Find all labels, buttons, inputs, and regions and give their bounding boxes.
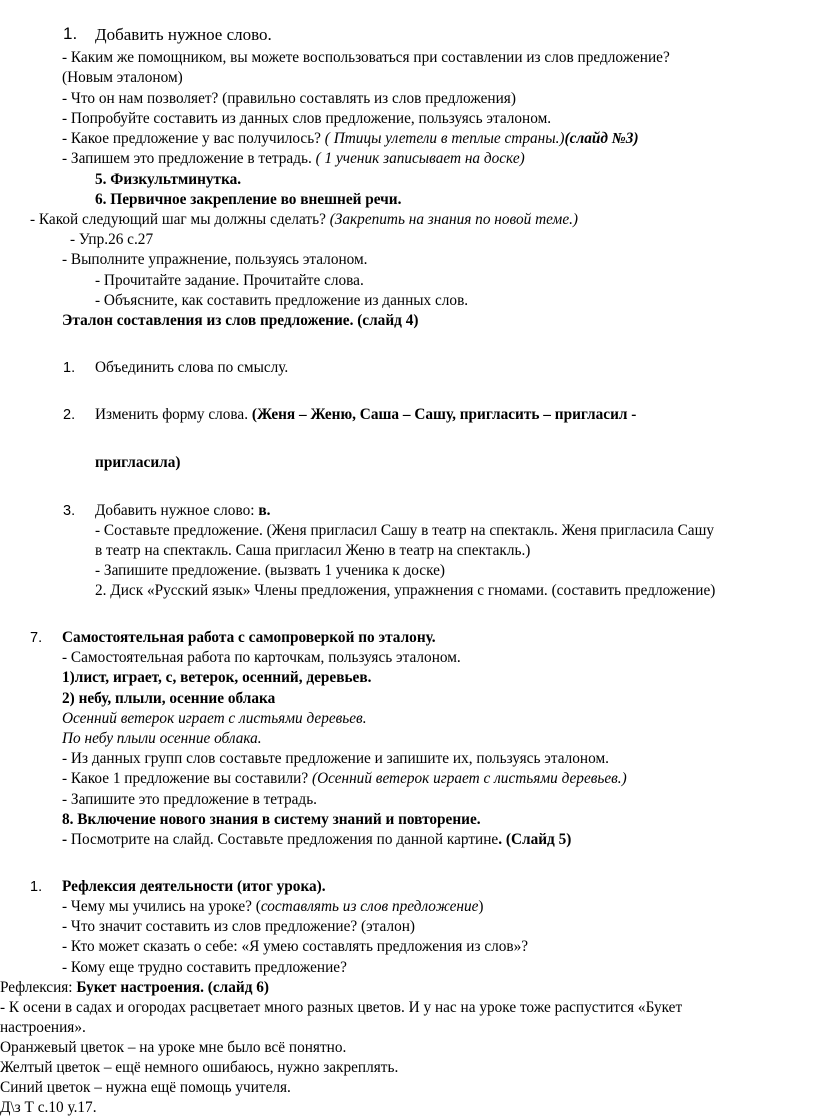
text-line: - Что он нам позволяет? (правильно составлять из слов предложения) bbox=[62, 90, 516, 107]
text-line bbox=[0, 978, 269, 998]
section-heading: Рефлексия деятельности (итог урока). bbox=[62, 878, 326, 895]
text-line: - Попробуйте составить из данных слов предложение, пользуясь эталоном. bbox=[62, 110, 552, 127]
text-line bbox=[62, 769, 627, 789]
text-italic: составлять из слов предложение bbox=[260, 898, 479, 915]
text-line: - Самостоятельная работа по карточкам, пользуясь эталоном. bbox=[62, 649, 461, 666]
text-line: Оранжевый цветок – на уроке мне было всё понятно. bbox=[0, 1039, 347, 1056]
text-line: 1)лист, играет, с, ветерок, осенний, деревьев. bbox=[62, 669, 372, 686]
list-number: 1. bbox=[30, 879, 43, 895]
text-line: По небу плыли осенние облака. bbox=[62, 730, 262, 747]
text-italic: (Осенний ветерок играет с листьями деревьев.) bbox=[311, 770, 627, 787]
text-part: - Запишем это предложение в тетрадь. bbox=[62, 150, 316, 167]
list-number: 7. bbox=[30, 630, 43, 646]
text-part: - bbox=[62, 831, 71, 848]
text-line: Синий цветок – нужна ещё помощь учителя. bbox=[0, 1079, 291, 1096]
text-line: 2. Диск «Русский язык» Члены предложения, упражнения с гномами. (составить предложение) bbox=[95, 582, 716, 599]
text-line bbox=[62, 149, 525, 169]
text-line: - Прочитайте задание. Прочитайте слова. bbox=[95, 272, 364, 289]
text-line bbox=[62, 129, 639, 149]
text-line: Объединить слова по смыслу. bbox=[95, 359, 289, 376]
text-line: - Запишите предложение. (вызвать 1 ученика к доске) bbox=[95, 562, 445, 579]
list-number: 1. bbox=[63, 24, 78, 43]
text-part: ) bbox=[478, 898, 484, 915]
section-heading: 5. Физкультминутка. bbox=[95, 171, 242, 188]
text-line: - Кто может сказать о себе: «Я умею составлять предложения из слов»? bbox=[62, 938, 529, 955]
section-heading: 8. Включение нового знания в систему знаний и повторение. bbox=[62, 811, 481, 828]
homework-line: Д\з Т с.10 у.17. bbox=[0, 1099, 97, 1116]
etalon-heading: Эталон составления из слов предложение. (слайд 4) bbox=[62, 312, 419, 329]
list-number: 3. bbox=[63, 503, 76, 519]
text-line: (Новым эталоном) bbox=[62, 69, 183, 86]
text-bold: в. bbox=[258, 502, 271, 519]
text-line: - Что значит составить из слов предложение? (эталон) bbox=[62, 918, 416, 935]
list-number: 2. bbox=[63, 407, 76, 423]
text-line bbox=[30, 210, 578, 230]
item-title: Добавить нужное слово. bbox=[95, 25, 272, 44]
text-line: пригласила) bbox=[95, 454, 181, 471]
text-line: - К осени в садах и огородах расцветает много разных цветов. И у нас на уроке тоже распустится «Букет bbox=[0, 999, 683, 1016]
text-part: - Какое предложение у вас получилось? bbox=[62, 130, 325, 147]
text-part: Добавить нужное слово: bbox=[95, 502, 259, 519]
text-italic: ( Птицы улетели в теплые страны.) bbox=[324, 130, 565, 147]
text-italic: ( 1 ученик записывает на доске) bbox=[315, 150, 525, 167]
text-line: в театр на спектакль. Саша пригласил Женю в театр на спектакль.) bbox=[95, 542, 531, 559]
text-part: - Чему мы учились на уроке? ( bbox=[62, 898, 261, 915]
text-part: - Какое 1 предложение вы составили? bbox=[62, 770, 312, 787]
text-bold: Букет настроения. (слайд 6) bbox=[76, 979, 269, 996]
text-line: - Кому еще трудно составить предложение? bbox=[62, 959, 347, 976]
slide-ref: . (Слайд 5) bbox=[498, 831, 572, 848]
text-line bbox=[62, 830, 571, 850]
text-line: - Составьте предложение. (Женя пригласил Сашу в театр на спектакль. Женя пригласила Сашу bbox=[95, 522, 715, 539]
text-line bbox=[62, 897, 484, 917]
text-part: Изменить форму слова. bbox=[95, 406, 252, 423]
text-part: - Какой следующий шаг мы должны сделать? bbox=[30, 211, 330, 228]
text-line: Желтый цветок – ещё немного ошибаюсь, нужно закреплять. bbox=[0, 1059, 399, 1076]
text-line: - Каким же помощником, вы можете воспользоваться при составлении из слов предложение? bbox=[62, 49, 670, 66]
text-bold: (Женя – Женю, Саша – Сашу, пригласить – пригласил - bbox=[251, 406, 637, 423]
slide-ref: (слайд №3) bbox=[564, 130, 639, 147]
text-line bbox=[95, 501, 270, 521]
text-italic: (Закрепить на знания по новой теме.) bbox=[329, 211, 579, 228]
list-number: 1. bbox=[63, 360, 76, 376]
text-line: Осенний ветерок играет с листьями деревьев. bbox=[62, 710, 367, 727]
text-part: Рефлексия: bbox=[0, 979, 77, 996]
text-line bbox=[95, 405, 636, 425]
section-heading: 6. Первичное закрепление во внешней речи. bbox=[95, 191, 402, 208]
text-line: - Упр.26 с.27 bbox=[70, 231, 154, 248]
text-part: Посмотрите на слайд. Составьте предложения по данной картине bbox=[70, 831, 499, 848]
text-line: настроения». bbox=[0, 1019, 86, 1036]
text-line: 2) небу, плыли, осенние облака bbox=[62, 690, 276, 707]
text-line: - Объясните, как составить предложение из данных слов. bbox=[95, 292, 469, 309]
section-heading: Самостоятельная работа с самопроверкой по эталону. bbox=[62, 629, 436, 646]
text-line: - Запишите это предложение в тетрадь. bbox=[62, 791, 317, 808]
text-line: - Выполните упражнение, пользуясь эталоном. bbox=[62, 251, 368, 268]
text-line: - Из данных групп слов составьте предложение и запишите их, пользуясь эталоном. bbox=[62, 750, 609, 767]
